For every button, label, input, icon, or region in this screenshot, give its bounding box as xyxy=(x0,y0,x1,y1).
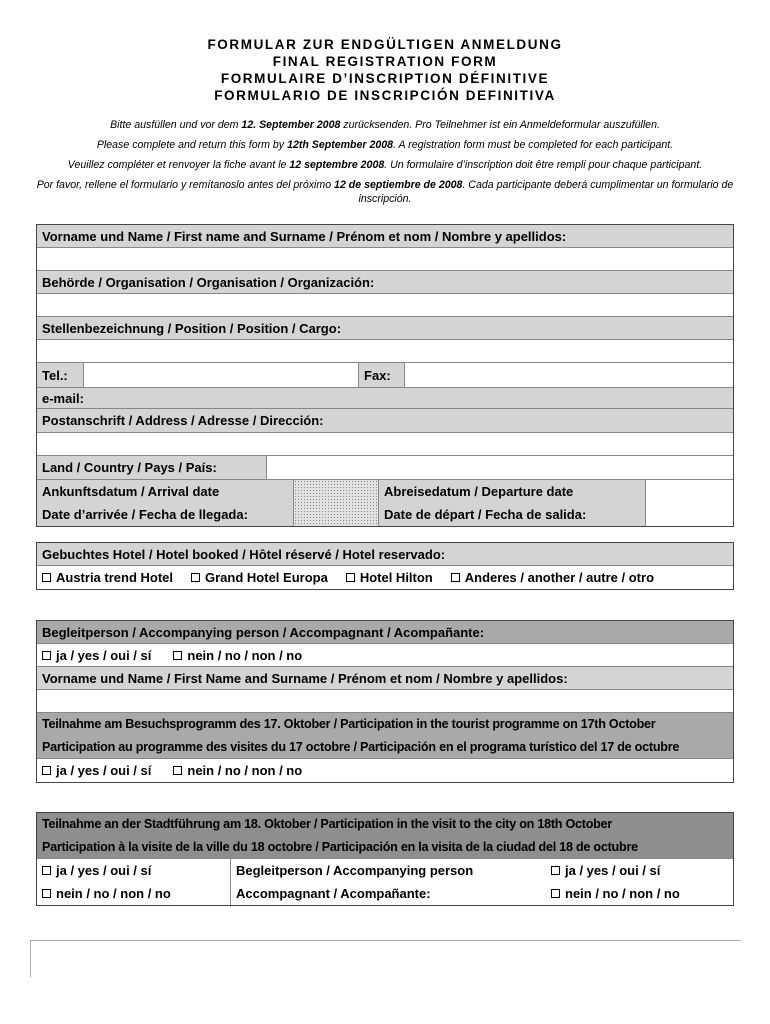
arrival-label: Ankunftsdatum / Arrival date Date d’arrivée / Fecha de llegada: xyxy=(37,480,293,526)
country-label: Land / Country / Pays / País: xyxy=(37,456,266,479)
city-tour-header: Teilnahme an der Stadtführung am 18. Oktober / Participation in the visit to the city on 18th October Participation à la visite de la ville du 18 octobre / Participación en la visita de la ciudad del 18 de octubre xyxy=(37,813,733,859)
city-no-option[interactable]: nein / no / non / no xyxy=(37,882,230,905)
companion-section xyxy=(36,620,734,783)
companion-name-label: Vorname und Name / First Name and Surname / Prénom et nom / Nombre y apellidos: xyxy=(37,667,733,689)
hotel-options xyxy=(37,566,733,589)
city-yes-option[interactable]: ja / yes / oui / sí xyxy=(37,859,230,882)
tour-yes-option[interactable]: ja / yes / oui / sí xyxy=(42,763,151,778)
position-field[interactable] xyxy=(37,340,733,362)
page-footer-border xyxy=(30,940,741,977)
organisation-label: Behörde / Organisation / Organisation / Organización: xyxy=(37,271,733,293)
title-de: FORMULAR ZUR ENDGÜLTIGEN ANMELDUNG xyxy=(207,37,563,52)
title-es: FORMULARIO DE INSCRIPCIÓN DEFINITIVA xyxy=(214,88,556,103)
fax-label: Fax: xyxy=(358,363,404,387)
checkbox-icon[interactable] xyxy=(42,766,51,775)
checkbox-icon[interactable] xyxy=(42,651,51,660)
hotel-option-grand-europa[interactable]: Grand Hotel Europa xyxy=(191,570,328,585)
checkbox-icon[interactable] xyxy=(173,651,182,660)
hotel-header: Gebuchtes Hotel / Hotel booked / Hôtel réservé / Hotel reservado: xyxy=(37,543,733,565)
position-label: Stellenbezeichnung / Position / Position / Cargo: xyxy=(37,317,733,339)
city-companion-label: Begleitperson / Accompanying person Accompagnant / Acompañante: xyxy=(230,859,546,905)
companion-header: Begleitperson / Accompanying person / Accompagnant / Acompañante: xyxy=(37,621,733,643)
arrival-field[interactable] xyxy=(293,480,378,526)
instruction-es: Por favor, rellene el formulario y remítanoslo antes del próximo 12 de septiembre de 2008. Cada participante deberá cumplimentar un formulario de inscripción. xyxy=(36,179,734,205)
checkbox-icon[interactable] xyxy=(42,889,51,898)
hotel-option-other[interactable]: Anderes / another / autre / otro xyxy=(451,570,654,585)
checkbox-icon[interactable] xyxy=(551,889,560,898)
hotel-option-hilton[interactable]: Hotel Hilton xyxy=(346,570,433,585)
organisation-field[interactable] xyxy=(37,294,733,316)
checkbox-icon[interactable] xyxy=(451,573,460,582)
country-field[interactable] xyxy=(266,456,733,479)
instruction-en: Please complete and return this form by 12th September 2008. A registration form must be completed for each participant. xyxy=(96,139,674,151)
name-label: Vorname und Name / First name and Surname / Prénom et nom / Nombre y apellidos: xyxy=(37,225,733,247)
checkbox-icon[interactable] xyxy=(42,573,51,582)
title-fr: FORMULAIRE D’INSCRIPTION DÉFINITIVE xyxy=(220,71,550,86)
checkbox-icon[interactable] xyxy=(173,766,182,775)
tel-label: Tel.: xyxy=(37,363,83,387)
departure-label: Abreisedatum / Departure date Date de départ / Fecha de salida: xyxy=(378,480,645,526)
hotel-option-austria-trend[interactable]: Austria trend Hotel xyxy=(42,570,173,585)
city-tour-section xyxy=(36,812,734,906)
hotel-section xyxy=(36,542,734,590)
companion-options xyxy=(37,644,733,666)
name-field[interactable] xyxy=(37,248,733,270)
checkbox-icon[interactable] xyxy=(551,866,560,875)
companion-yes-option[interactable]: ja / yes / oui / sí xyxy=(42,648,151,663)
city-companion-no-option[interactable]: nein / no / non / no xyxy=(546,882,733,905)
form-titles xyxy=(0,36,770,104)
tourist-programme-options xyxy=(37,759,733,782)
instruction-de: Bitte ausfüllen und vor dem 12. September 2008 zurücksenden. Pro Teilnehmer ist ein Anmeldeformular auszufüllen. xyxy=(110,119,660,131)
title-en: FINAL REGISTRATION FORM xyxy=(272,54,498,69)
tel-field[interactable] xyxy=(83,363,358,387)
email-label: e-mail: xyxy=(37,388,733,408)
instructions xyxy=(30,118,740,212)
city-tour-participant-options xyxy=(37,859,230,905)
address-label: Postanschrift / Address / Adresse / Dirección: xyxy=(37,409,733,432)
tourist-programme-header: Teilnahme am Besuchsprogramm des 17. Oktober / Participation in the tourist programme on 17th October Participation au programme des visites du 17 octobre / Participación en el programa turístico del 17 de octubre xyxy=(37,713,733,759)
departure-field[interactable] xyxy=(645,480,733,526)
fax-field[interactable] xyxy=(404,363,733,387)
companion-no-option[interactable]: nein / no / non / no xyxy=(173,648,302,663)
address-field[interactable] xyxy=(37,433,733,455)
tour-no-option[interactable]: nein / no / non / no xyxy=(173,763,302,778)
city-companion-yes-option[interactable]: ja / yes / oui / sí xyxy=(546,859,733,882)
checkbox-icon[interactable] xyxy=(346,573,355,582)
companion-name-field[interactable] xyxy=(37,690,733,712)
city-companion-options xyxy=(546,859,733,905)
instruction-fr: Veuillez compléter et renvoyer la fiche avant le 12 septembre 2008. Un formulaire d’inscription doit être rempli pour chaque participant. xyxy=(67,159,703,171)
personal-details-section xyxy=(36,224,734,527)
checkbox-icon[interactable] xyxy=(42,866,51,875)
checkbox-icon[interactable] xyxy=(191,573,200,582)
